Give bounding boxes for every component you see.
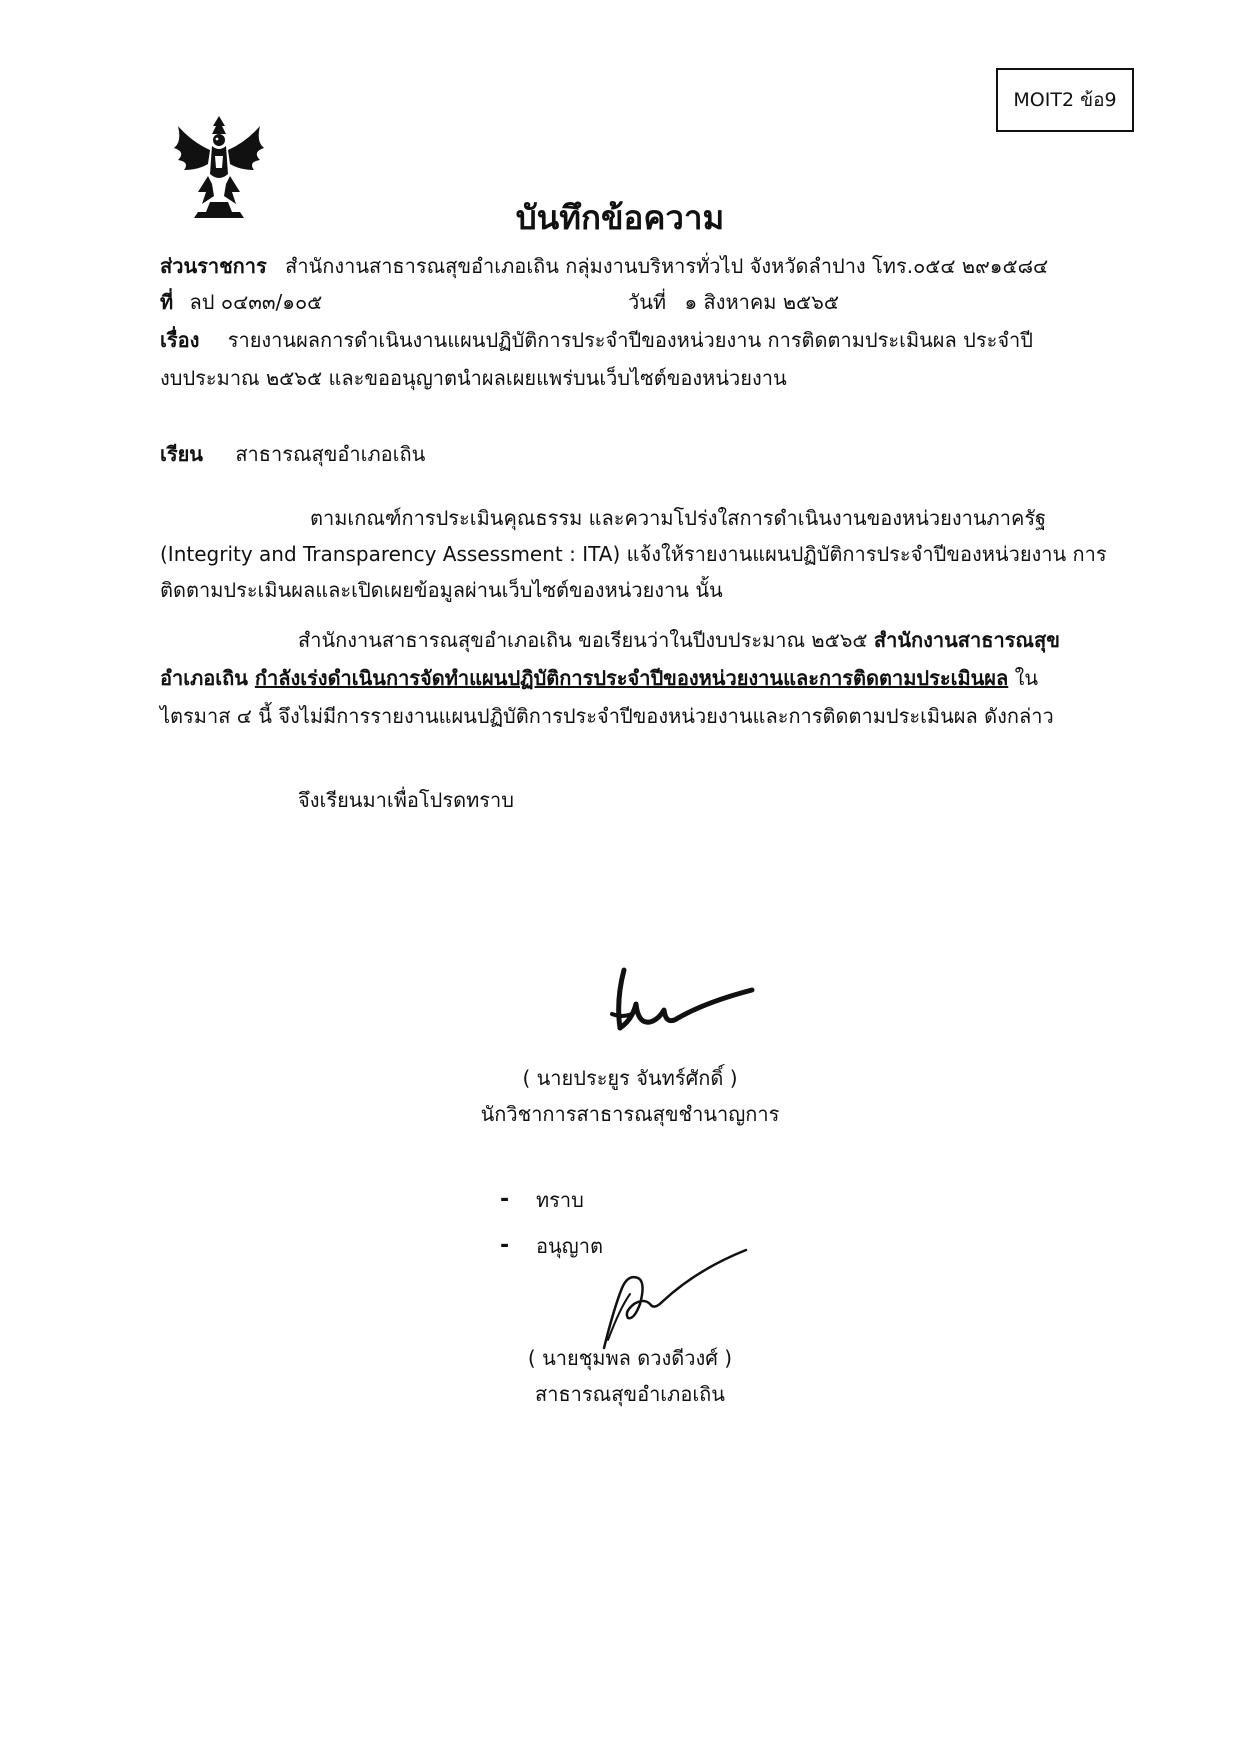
department-value: สำนักงานสาธารณสุขอำเภอเถิน กลุ่มงานบริหารทั่วไป จังหวัดลำปาง โทร.๐๕๔ ๒๙๑๕๘๔ <box>285 254 1049 278</box>
subject-line-1 <box>160 322 1033 358</box>
salutation-value: สาธารณสุขอำเภอเถิน <box>235 442 426 466</box>
subject-text-2: งบประมาณ ๒๕๖๕ และขออนุญาตนำผลเผยแพร่บนเว็บไซต์ของหน่วยงาน <box>160 366 787 390</box>
department-label: ส่วนราชการ <box>160 254 267 278</box>
option-2-bullet: - <box>500 1233 510 1258</box>
paragraph2-underlined-2b: กำลังเร่งดำเนินการจัดทำแผนปฏิบัติการประจำปีของหน่วยงานและการติดตามประเมินผล <box>254 666 1009 690</box>
reference-label: ที่ <box>160 290 174 314</box>
paragraph2-text-1a: สำนักงานสาธารณสุขอำเภอเถิน ขอเรียนว่าในปีงบประมาณ ๒๕๖๕ <box>298 628 874 652</box>
option-1-bullet: - <box>500 1187 510 1212</box>
corner-tag: MOIT2 ข้อ9 <box>996 68 1134 132</box>
salutation-label: เรียน <box>160 442 203 466</box>
subject-text-1: รายงานผลการดำเนินงานแผนปฏิบัติการประจำปีของหน่วยงาน การติดตามประเมินผล ประจำปี <box>227 328 1033 352</box>
reference-value: ลป ๐๔๓๓/๑๐๕ <box>189 290 323 314</box>
option-1-label: ทราบ <box>536 1188 584 1212</box>
reference-line <box>160 284 322 320</box>
option-2-label: อนุญาต <box>536 1234 603 1258</box>
paragraph1-line3: ติดตามประเมินผลและเปิดเผยข้อมูลผ่านเว็บไซต์ของหน่วยงาน นั้น <box>160 578 723 602</box>
signature-1-icon <box>606 962 758 1042</box>
department-line <box>160 248 1048 284</box>
signer2-position: สาธารณสุขอำเภอเถิน <box>535 1382 725 1406</box>
paragraph2-line2 <box>160 660 1038 696</box>
signer2-name: ( นายชุมพล ดวงดีวงศ์ ) <box>527 1346 733 1370</box>
date-label: วันที่ <box>628 290 667 314</box>
paragraph2-bold-2a: อำเภอเถิน <box>160 666 255 690</box>
paragraph2-line1 <box>298 622 1060 658</box>
signer1-position: นักวิชาการสาธารณสุขชำนาญการ <box>480 1102 780 1126</box>
subject-label: เรื่อง <box>160 328 200 352</box>
paragraph2-bold-1b: สำนักงานสาธารณสุข <box>873 628 1060 652</box>
paragraph2-text-2c: ใน <box>1008 666 1039 690</box>
paragraph1-line1: ตามเกณฑ์การประเมินคุณธรรม และความโปร่งใสการดำเนินงานของหน่วยงานภาครัฐ <box>310 506 1047 530</box>
date-line <box>628 284 839 320</box>
date-value: ๑ สิงหาคม ๒๕๖๕ <box>684 290 839 314</box>
closing-line: จึงเรียนมาเพื่อโปรดทราบ <box>298 788 514 812</box>
salutation-line <box>160 436 425 472</box>
document-title: บันทึกข้อความ <box>515 198 725 237</box>
paragraph1-line2: (Integrity and Transparency Assessment : ITA) แจ้งให้รายงานแผนปฏิบัติการประจำปีของหน่วยงาน การ <box>160 542 1107 566</box>
paragraph2-line3: ไตรมาส ๔ นี้ จึงไม่มีการรายงานแผนปฏิบัติการประจำปีของหน่วยงานและการติดตามประเมินผล ดังกล่าว <box>160 704 1054 728</box>
signer1-name: ( นายประยูร จันทร์ศักดิ์ ) <box>522 1066 738 1090</box>
